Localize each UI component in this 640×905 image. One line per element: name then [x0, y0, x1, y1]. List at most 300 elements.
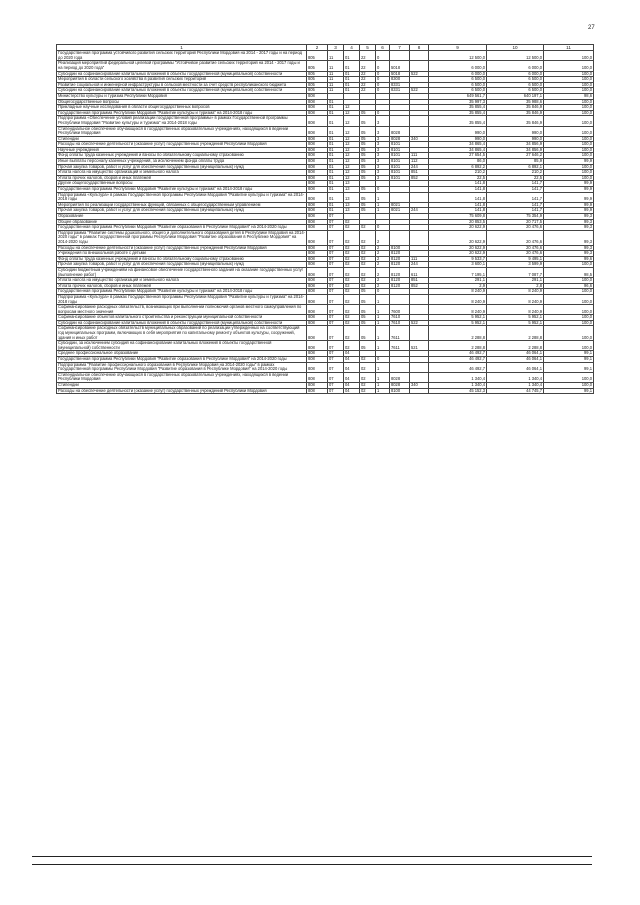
target-article-code-cell: 8100	[390, 245, 410, 251]
program-code-cell: 05	[360, 147, 376, 153]
subprogram-code-cell: 0	[376, 71, 390, 77]
executed-amount-cell: 2,8	[487, 283, 544, 289]
section-code-cell: 07	[328, 357, 344, 363]
subsection-code-cell: 02	[344, 219, 360, 225]
executed-amount-cell: 141,7	[487, 192, 544, 202]
executed-amount-cell: 141,7	[487, 208, 544, 214]
column-number-4: 4	[344, 45, 360, 51]
planned-amount-cell: 1 340,4	[429, 383, 487, 389]
target-article-code-cell	[390, 51, 410, 61]
section-code-cell: 07	[328, 245, 344, 251]
execution-percent-cell: 100,0	[544, 88, 594, 94]
program-code-cell: 02	[360, 256, 376, 262]
planned-amount-cell: 35 855,4	[429, 116, 487, 126]
section-code-cell: 07	[328, 251, 344, 257]
program-code-cell: 05	[360, 289, 376, 295]
subsection-code-cell: 04	[344, 372, 360, 382]
table-row	[57, 305, 594, 315]
ministry-code-cell: 808	[307, 105, 328, 111]
subprogram-code-cell: 3	[376, 153, 390, 159]
section-code-cell: 11	[328, 82, 344, 88]
execution-percent-cell: 96,6	[544, 283, 594, 289]
subprogram-code-cell: 3	[376, 142, 390, 148]
target-article-code-cell: 8101	[390, 159, 410, 165]
item-name-cell: Субсидии на софинансирование капитальных вложений в объекты государственной (муниципальной) собственности	[57, 88, 307, 94]
program-code-cell: 02	[360, 267, 376, 277]
ministry-code-cell: 808	[307, 351, 328, 357]
section-code-cell: 07	[328, 267, 344, 277]
ministry-code-cell: 808	[307, 153, 328, 159]
item-name-cell: Субсидии бюджетным учреждениям на финансовое обеспечение государственного задания на оказание государственных услуг (выполнение работ)	[57, 267, 307, 277]
ministry-code-cell: 808	[307, 214, 328, 220]
table-row	[57, 230, 594, 245]
subsection-code-cell: 02	[344, 256, 360, 262]
ministry-code-cell: 805	[307, 61, 328, 71]
program-code-cell: 05	[360, 192, 376, 202]
subsection-code-cell: 04	[344, 362, 360, 372]
executed-amount-cell: 44 745,7	[487, 388, 544, 394]
subsection-code-cell: 02	[344, 305, 360, 315]
executed-amount-cell: 141,7	[487, 202, 544, 208]
expense-type-code-cell	[410, 126, 429, 136]
executed-amount-cell: 34 856,9	[487, 147, 544, 153]
ministry-code-cell: 808	[307, 267, 328, 277]
section-code-cell: 11	[328, 77, 344, 83]
table-row	[57, 362, 594, 372]
item-name-cell: Уплата прочих налогов, сборов и иных платежей	[57, 175, 307, 181]
item-name-cell: Образование	[57, 214, 307, 220]
subsection-code-cell: 02	[344, 262, 360, 268]
target-article-code-cell: 8028	[390, 372, 410, 382]
section-code-cell: 07	[328, 326, 344, 341]
executed-amount-cell: 34 856,9	[487, 142, 544, 148]
section-code-cell: 01	[328, 175, 344, 181]
column-number-7: 7	[390, 45, 410, 51]
executed-amount-cell: 35 846,9	[487, 105, 544, 111]
expense-type-code-cell: 244	[410, 164, 429, 170]
expense-type-code-cell: 522	[410, 320, 429, 326]
item-name-cell: Софинансирование расходных обязательств, возникающих при выполнении полномочий органов местного самоуправления по вопросам местного значения	[57, 305, 307, 315]
column-number-11: 11	[544, 45, 594, 51]
subsection-code-cell: 02	[344, 251, 360, 257]
ministry-code-cell: 808	[307, 116, 328, 126]
target-article-code-cell: 5018	[390, 71, 410, 77]
planned-amount-cell: 6 000,0	[429, 61, 487, 71]
planned-amount-cell: 6 892,2	[429, 164, 487, 170]
item-name-cell: Стипендии	[57, 136, 307, 142]
subsection-code-cell: 02	[344, 267, 360, 277]
ministry-code-cell: 808	[307, 136, 328, 142]
target-article-code-cell: 8120	[390, 278, 410, 284]
section-code-cell: 07	[328, 315, 344, 321]
planned-amount-cell: 6 500,0	[429, 88, 487, 94]
executed-amount-cell: 35 846,9	[487, 116, 544, 126]
item-name-cell: Софинансирование объектов капитального строительства и реконструкции муниципальной собственности	[57, 315, 307, 321]
ministry-code-cell: 808	[307, 372, 328, 382]
target-article-code-cell: 7611	[390, 341, 410, 351]
subsection-code-cell: 02	[344, 245, 360, 251]
expense-type-code-cell: 244	[410, 262, 429, 268]
ministry-code-cell: 805	[307, 82, 328, 88]
planned-amount-cell: 86,0	[429, 159, 487, 165]
execution-percent-cell: 99,3	[544, 251, 594, 257]
ministry-code-cell: 808	[307, 170, 328, 176]
column-number-2: 2	[307, 45, 328, 51]
target-article-code-cell	[390, 230, 410, 245]
section-code-cell: 07	[328, 351, 344, 357]
item-name-cell: Стипендиальное обеспечение обучающихся в государственных образовательных учреждениях, находящихся в ведении Республики Мордовия	[57, 126, 307, 136]
subsection-code-cell: 02	[344, 283, 360, 289]
item-name-cell: Реализация мероприятий федеральной целевой программы "Устойчивое развитие сельских территорий на 2014 - 2017 годы и на период до 2020 года"	[57, 61, 307, 71]
program-code-cell: 22	[360, 71, 376, 77]
subsection-code-cell: 13	[344, 208, 360, 214]
executed-amount-cell: 5 952,1	[487, 320, 544, 326]
executed-amount-cell: 990,0	[487, 136, 544, 142]
execution-percent-cell: 100,0	[544, 105, 594, 111]
subsection-code-cell: 12	[344, 126, 360, 136]
ministry-code-cell: 808	[307, 181, 328, 187]
executed-amount-cell: 20 476,6	[487, 251, 544, 257]
target-article-code-cell: 8021	[390, 202, 410, 208]
item-name-cell: Мероприятия в области сельского хозяйства в развития сельских территорий	[57, 77, 307, 83]
executed-amount-cell: 8 240,9	[487, 289, 544, 295]
program-code-cell: 22	[360, 77, 376, 83]
subsection-code-cell: 02	[344, 278, 360, 284]
section-code-cell: 01	[328, 110, 344, 116]
item-name-cell: Расходы на обеспечение деятельности (оказание услуг) государственных учреждений Республики Мордовия	[57, 245, 307, 251]
execution-percent-cell: 100,0	[544, 305, 594, 315]
section-code-cell: 07	[328, 289, 344, 295]
program-code-cell: 05	[360, 116, 376, 126]
planned-amount-cell: 20 853,5	[429, 219, 487, 225]
expense-type-code-cell	[410, 192, 429, 202]
section-code-cell: 11	[328, 51, 344, 61]
execution-percent-cell: 100,0	[544, 326, 594, 341]
expense-type-code-cell: 851	[410, 278, 429, 284]
item-name-cell: Общее образование	[57, 219, 307, 225]
executed-amount-cell: 1 340,4	[487, 372, 544, 382]
subprogram-code-cell: 1	[376, 315, 390, 321]
item-name-cell: Государственная программа Республики Мордовия "Развитие культуры и туризма" на 2014-2018 годы	[57, 187, 307, 193]
executed-amount-cell: 6 000,0	[487, 71, 544, 77]
execution-percent-cell: 99,9	[544, 159, 594, 165]
section-code-cell: 01	[328, 164, 344, 170]
planned-amount-cell: 46 492,7	[429, 362, 487, 372]
planned-amount-cell: 46 492,7	[429, 351, 487, 357]
subprogram-code-cell: 3	[376, 147, 390, 153]
ministry-code-cell: 808	[307, 142, 328, 148]
subprogram-code-cell: 0	[376, 88, 390, 94]
ministry-code-cell: 808	[307, 187, 328, 193]
item-name-cell: Прочая закупка товаров, работ и услуг для обеспечения государственных (муниципальных) нужд	[57, 208, 307, 214]
planned-amount-cell: 34 865,4	[429, 147, 487, 153]
subsection-code-cell: 02	[344, 320, 360, 326]
subprogram-code-cell: 1	[376, 202, 390, 208]
section-code-cell: 07	[328, 230, 344, 245]
program-code-cell: 02	[360, 225, 376, 231]
executed-amount-cell: 85,9	[487, 159, 544, 165]
section-code-cell: 01	[328, 99, 344, 105]
section-code-cell: 07	[328, 219, 344, 225]
execution-percent-cell: 100,0	[544, 320, 594, 326]
subprogram-code-cell: 1	[376, 372, 390, 382]
program-code-cell: 05	[360, 175, 376, 181]
planned-amount-cell: 141,8	[429, 192, 487, 202]
planned-amount-cell: 8 240,9	[429, 294, 487, 304]
item-name-cell: Расходы на обеспечение деятельности (оказание услуг) государственных учреждений Республики Мордовия	[57, 388, 307, 394]
planned-amount-cell: 6 500,0	[429, 77, 487, 83]
budget-execution-table-wrapper	[56, 44, 593, 394]
subsection-code-cell: 13	[344, 192, 360, 202]
section-code-cell: 01	[328, 147, 344, 153]
ministry-code-cell: 808	[307, 305, 328, 315]
subsection-code-cell: 12	[344, 153, 360, 159]
ministry-code-cell: 808	[307, 262, 328, 268]
ministry-code-cell: 808	[307, 230, 328, 245]
subprogram-code-cell: 2	[376, 283, 390, 289]
program-code-cell: 05	[360, 136, 376, 142]
execution-percent-cell: 100,0	[544, 315, 594, 321]
program-code-cell: 05	[360, 110, 376, 116]
section-code-cell: 01	[328, 136, 344, 142]
execution-percent-cell: 99,3	[544, 214, 594, 220]
section-code-cell: 07	[328, 262, 344, 268]
item-name-cell: Софинансирование расходных обязательств муниципальных образований по реализации утвержденных на соответствующий год муниципальных программ, включающих в себя мероприятия по капитальному ремонту объектов культуры, сооружений, здания и иных работ	[57, 326, 307, 341]
program-code-cell: 22	[360, 51, 376, 61]
table-row	[57, 326, 594, 341]
target-article-code-cell: 8120	[390, 283, 410, 289]
subprogram-code-cell: 1	[376, 383, 390, 389]
expense-type-code-cell	[410, 51, 429, 61]
subprogram-code-cell: 3	[376, 164, 390, 170]
executed-amount-cell: 20 476,6	[487, 225, 544, 231]
target-article-code-cell: 8120	[390, 256, 410, 262]
planned-amount-cell: 35 855,4	[429, 105, 487, 111]
executed-amount-cell: 6 500,0	[487, 88, 544, 94]
planned-amount-cell: 2 288,8	[429, 326, 487, 341]
table-row	[57, 372, 594, 382]
expense-type-code-cell: 244	[410, 208, 429, 214]
execution-percent-cell: 99,3	[544, 245, 594, 251]
execution-percent-cell: 99,1	[544, 357, 594, 363]
subprogram-code-cell: 2	[376, 256, 390, 262]
item-name-cell: Стипендиальное обеспечение обучающихся в государственных образовательных учреждениях, находящихся в ведении Республики Мордовия	[57, 372, 307, 382]
execution-percent-cell: 100,0	[544, 175, 594, 181]
item-name-cell: Подпрограмма «Обеспечение условий реализации государственной программы» в рамках Государственной программы Республики Мордовия "Развитие культуры и туризма" на 2014-2018 годы	[57, 116, 307, 126]
ministry-code-cell: 808	[307, 126, 328, 136]
executed-amount-cell: 141,7	[487, 187, 544, 193]
planned-amount-cell: 8 240,9	[429, 305, 487, 315]
subprogram-code-cell: 0	[376, 357, 390, 363]
planned-amount-cell: 46 492,7	[429, 357, 487, 363]
executed-amount-cell: 8 240,9	[487, 305, 544, 315]
target-article-code-cell: 8101	[390, 170, 410, 176]
section-code-cell: 07	[328, 383, 344, 389]
program-code-cell: 05	[360, 153, 376, 159]
planned-amount-cell: 2,9	[429, 283, 487, 289]
ministry-code-cell: 808	[307, 110, 328, 116]
item-name-cell: Субсидии на софинансирование капитальных вложений в объекты государственной (муниципальной) собственности	[57, 320, 307, 326]
item-name-cell: Стипендии	[57, 383, 307, 389]
subprogram-code-cell: 0	[376, 82, 390, 88]
executed-amount-cell: 1 340,4	[487, 383, 544, 389]
planned-amount-cell: 20 622,9	[429, 230, 487, 245]
subsection-code-cell: 02	[344, 294, 360, 304]
ministry-code-cell: 808	[307, 202, 328, 208]
section-code-cell: 07	[328, 283, 344, 289]
planned-amount-cell: 141,8	[429, 208, 487, 214]
ministry-code-cell: 808	[307, 283, 328, 289]
executed-amount-cell: 210,2	[487, 170, 544, 176]
execution-percent-cell: 99,3	[544, 219, 594, 225]
program-code-cell: 05	[360, 320, 376, 326]
ministry-code-cell: 808	[307, 192, 328, 202]
subprogram-code-cell: 1	[376, 320, 390, 326]
execution-percent-cell: 100,0	[544, 289, 594, 295]
ministry-code-cell: 808	[307, 315, 328, 321]
program-code-cell: 05	[360, 341, 376, 351]
execution-percent-cell: 100,0	[544, 164, 594, 170]
planned-amount-cell: 35 855,4	[429, 110, 487, 116]
item-name-cell: Прочая закупка товаров, работ и услуг для обеспечения государственных (муниципальных) нужд	[57, 164, 307, 170]
section-code-cell: 07	[328, 372, 344, 382]
planned-amount-cell: 649 561,7	[429, 93, 487, 99]
program-code-cell: 05	[360, 170, 376, 176]
ministry-code-cell: 808	[307, 326, 328, 341]
subsection-code-cell: 12	[344, 147, 360, 153]
planned-amount-cell: 75 609,8	[429, 214, 487, 220]
column-number-9: 9	[429, 45, 487, 51]
executed-amount-cell: 46 064,1	[487, 351, 544, 357]
subprogram-code-cell: 1	[376, 305, 390, 315]
expense-type-code-cell	[410, 388, 429, 394]
target-article-code-cell: 8120	[390, 267, 410, 277]
item-name-cell: Фонд оплаты труда казенных учреждений и взносы по обязательному социальному страхованию	[57, 256, 307, 262]
subsection-code-cell: 04	[344, 388, 360, 394]
item-name-cell: Подпрограмма "Развитие системы дошкольного, общего и дополнительного образования детей в Республике Мордовия на 2014-2020 годы" в рамках Государственной программы Республики Мордовия "Развитие образования в Республике Мордовия" на 2014-2020 годы	[58, 230, 305, 244]
program-code-cell: 05	[360, 315, 376, 321]
target-article-code-cell	[390, 362, 410, 372]
subprogram-code-cell: 0	[376, 51, 390, 61]
executed-amount-cell: 35 846,9	[487, 110, 544, 116]
ministry-code-cell: 808	[307, 278, 328, 284]
program-code-cell: 22	[360, 61, 376, 71]
program-code-cell: 05	[360, 326, 376, 341]
item-name-cell: Другие общегосударственные вопросы	[57, 181, 307, 187]
section-code-cell: 01	[328, 126, 344, 136]
subprogram-code-cell: 3	[376, 126, 390, 136]
execution-percent-cell: 99,1	[544, 388, 594, 394]
target-article-code-cell: 5018	[390, 61, 410, 71]
ministry-code-cell: 808	[307, 208, 328, 214]
subsection-code-cell: 12	[344, 116, 360, 126]
item-name-cell: Уплата прочих налогов, сборов и иных платежей	[57, 283, 307, 289]
program-code-cell: 05	[360, 305, 376, 315]
expense-type-code-cell	[410, 372, 429, 382]
subsection-code-cell: 01	[344, 82, 360, 88]
expense-type-code-cell: 852	[410, 175, 429, 181]
section-code-cell: 01	[328, 153, 344, 159]
subprogram-code-cell: 0	[376, 225, 390, 231]
section-code-cell: 07	[328, 320, 344, 326]
subprogram-code-cell: 0	[376, 289, 390, 295]
executed-amount-cell: 22,5	[487, 175, 544, 181]
section-code-cell: 01	[328, 170, 344, 176]
target-article-code-cell: 8021	[390, 208, 410, 214]
executed-amount-cell: 6 500,0	[487, 82, 544, 88]
execution-percent-cell: 100,0	[544, 99, 594, 105]
subsection-code-cell: 13	[344, 202, 360, 208]
ministry-code-cell: 808	[307, 289, 328, 295]
table-row	[57, 341, 594, 351]
subprogram-code-cell: 0	[376, 187, 390, 193]
expense-type-code-cell: 111	[410, 256, 429, 262]
execution-percent-cell: 100,0	[544, 82, 594, 88]
subprogram-code-cell: 2	[376, 262, 390, 268]
subprogram-code-cell: 1	[376, 388, 390, 394]
execution-percent-cell: 99,9	[544, 187, 594, 193]
program-code-cell: 05	[360, 187, 376, 193]
section-code-cell: 01	[328, 208, 344, 214]
subprogram-code-cell: 2	[376, 267, 390, 277]
ministry-code-cell: 808	[307, 388, 328, 394]
subprogram-code-cell: 3	[376, 116, 390, 126]
planned-amount-cell: 5 952,1	[429, 320, 487, 326]
subprogram-code-cell: 0	[376, 110, 390, 116]
program-code-cell: 05	[360, 126, 376, 136]
program-code-cell: 02	[360, 388, 376, 394]
program-code-cell: 22	[360, 82, 376, 88]
target-article-code-cell: 8101	[390, 147, 410, 153]
execution-percent-cell: 100,0	[544, 51, 594, 61]
planned-amount-cell: 6 500,0	[429, 82, 487, 88]
program-code-cell: 05	[360, 142, 376, 148]
target-article-code-cell: 7600	[390, 305, 410, 315]
planned-amount-cell: 8 240,9	[429, 289, 487, 295]
planned-amount-cell: 5 952,1	[429, 315, 487, 321]
column-number-1: 1	[57, 45, 307, 51]
ministry-code-cell: 808	[307, 294, 328, 304]
column-number-10: 10	[487, 45, 544, 51]
item-name-cell: Иные выплаты персоналу казенных учреждений, за исключением фонда оплаты труда	[57, 159, 307, 165]
executed-amount-cell: 2 288,8	[487, 341, 544, 351]
expense-type-code-cell: 521	[410, 341, 429, 351]
program-code-cell: 05	[360, 208, 376, 214]
ministry-code-cell: 808	[307, 256, 328, 262]
planned-amount-cell: 141,8	[429, 187, 487, 193]
ministry-code-cell: 808	[307, 219, 328, 225]
execution-percent-cell: 100,0	[544, 71, 594, 77]
expense-type-code-cell: 851	[410, 170, 429, 176]
section-code-cell: 07	[328, 362, 344, 372]
expense-type-code-cell	[410, 294, 429, 304]
execution-percent-cell: 100,0	[544, 136, 594, 142]
execution-percent-cell: 100,0	[544, 262, 594, 268]
bottom-rule	[32, 856, 592, 857]
item-name-cell: Научные учреждения	[57, 147, 307, 153]
item-name-cell: Министерство культуры и туризма Республики Мордовия	[57, 93, 307, 99]
execution-percent-cell: 100,0	[544, 170, 594, 176]
program-code-cell: 02	[360, 283, 376, 289]
target-article-code-cell: 8120	[390, 251, 410, 257]
expense-type-code-cell	[410, 326, 429, 341]
program-code-cell: 02	[360, 383, 376, 389]
program-code-cell: 05	[360, 202, 376, 208]
item-name-cell: Подпрограмма "Развитие профессионального образования в Республике Мордовия на 2014-2020 годы" в рамках Государственной программы Республики Мордовия "Развитие образования в Республике Мордовия" на 2014-2020 годы	[57, 362, 307, 372]
subsection-code-cell: 02	[344, 341, 360, 351]
item-name-cell: Государственная программа Республики Мордовия "Развитие культуры и туризма" на 2014-2018 годы	[57, 289, 307, 295]
planned-amount-cell: 3 600,1	[429, 262, 487, 268]
